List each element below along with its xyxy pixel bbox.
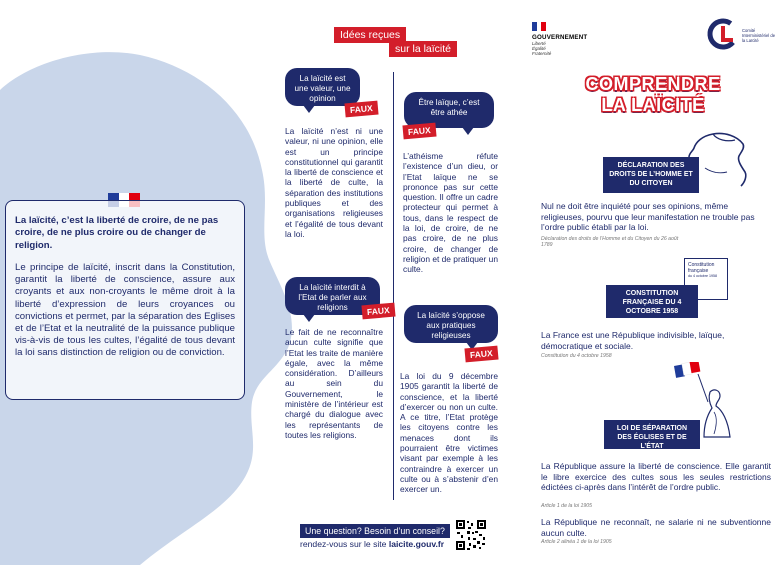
myth-bubble-text: La laïcité est une valeur, une opinion xyxy=(294,74,351,103)
gov-motto-1: Liberté xyxy=(532,41,546,46)
section-source-declaration: Déclaration des droits de l’Homme et du Citoyen du 26 août 1789 xyxy=(541,236,679,248)
faux-badge: FAUX xyxy=(464,346,498,363)
myth-answer-text: La loi du 9 décembre 1905 garantit la liberté de conscience, et la liberté d’exercer ou non un culte. A ce titre, l’Etat protège les citoyens contre les menaces dont ils pourraient être victimes visant par exemple à les contraindre à exercer un culte ou à s’abstenir d’en exercer un. xyxy=(400,371,498,495)
myth-bubble-text: Être laïque, c’est être athée xyxy=(418,98,480,117)
gov-name: GOUVERNEMENT xyxy=(532,34,588,41)
intro-title: La laïcité, c’est la liberté de croire, de ne pas croire, de ne plus croire ou de changer de religion. xyxy=(15,215,219,251)
intro-text: Le principe de laïcité, inscrit dans la Constitution, garantit la liberté de conscience, assure aux croyants et aux non-croyants le même droit à la liberté d’expression de leurs croyances ou convictions et permet, par la séparation des Eglises et de l’Etat et la neutralité de la puissance publique vis-à-vis de tous les cultes, l’égalité de tous devant la loi sans distinction de religion ou de conviction. xyxy=(15,262,235,358)
constitution-doc-title: Constitution française xyxy=(688,262,715,274)
header-tag-laicite: sur la laïcité xyxy=(389,41,457,57)
title-line1: COMPRENDRE xyxy=(585,74,721,94)
section-text-loi-1905-art2: La République ne reconnaît, ne salarie ni ne subventionne aucun culte. xyxy=(541,517,771,538)
qr-code-icon[interactable] xyxy=(455,519,487,551)
cil-logo-icon xyxy=(706,17,740,51)
section-box-constitution: CONSTITUTION FRANÇAISE DU 4 OCTOBRE 1958 xyxy=(606,285,698,318)
myth-bubble-text: La laïcité interdit à l’Etat de parler aux religions xyxy=(298,283,367,312)
faux-badge: FAUX xyxy=(361,303,395,320)
section-box-loi-1905: LOI DE SÉPARATION DES ÉGLISES ET DE L’ÉTAT xyxy=(604,420,700,449)
section-source-loi-1905-art2: Article 2 alinéa 1 de la loi 1905 xyxy=(541,539,612,545)
section-text-declaration: Nul ne doit être inquiété pour ses opinions, même religieuses, pourvu que leur manifestation ne trouble pas l’ordre public établi par la loi. xyxy=(541,201,755,233)
myth-bubble-pratiques xyxy=(404,305,498,343)
footer-link[interactable]: laicite.gouv.fr xyxy=(388,539,445,549)
constitution-doc-date: du 4 octobre 1958 xyxy=(688,274,717,278)
myth-answer-text: La laïcité n’est ni une valeur, ni une opinion, elle est un principe constitutionnel qui garantit la liberté de conscience et la liberté de culte, la séparation des institutions publiques et des organisations religieuses et l’égalité de tous devant la loi. xyxy=(285,126,383,239)
footer-question: Une question? Besoin d’un conseil? xyxy=(300,524,450,538)
section-box-declaration: DÉCLARATION DES DROITS DE L’HOMME ET DU CITOYEN xyxy=(603,157,699,193)
footer-link-prefix: rendez-vous sur le site xyxy=(300,539,389,549)
intro-box xyxy=(5,200,245,400)
header-tag-idees: Idées reçues xyxy=(334,27,406,43)
gov-motto-2: Égalité xyxy=(532,46,546,51)
section-source-constitution: Constitution du 4 octobre 1958 xyxy=(541,353,612,359)
myth-answer-text: L’athéisme réfute l’existence d’un dieu, or l’Etat laïque ne se prononce pas sur cette question. Il offre un cadre protecteur qui permet à tous, dans le respect de la loi, de croire, de ne pas croire, de ne plus croire, de changer de religion et de pratiquer un culte. xyxy=(403,151,498,275)
section-source-loi-1905-art1: Article 1 de la loi 1905 xyxy=(541,503,593,509)
marianne-flag-icon xyxy=(532,22,546,31)
gov-motto-3: Fraternité xyxy=(532,51,552,56)
myth-bubble-text: La laïcité s’oppose aux pratiques religieuses xyxy=(417,311,485,340)
faux-badge: FAUX xyxy=(344,101,378,118)
section-text-loi-1905-art1: La République assure la liberté de conscience. Elle garantit le libre exercice des cultes sous les seules restrictions édictées ci-après dans l’intérêt de l’ordre public. xyxy=(541,461,771,493)
title-line2: LA LAÏCITÉ xyxy=(601,95,705,115)
faux-badge: FAUX xyxy=(402,123,436,140)
gouvernement-logo xyxy=(532,22,587,56)
myth-bubble-athee xyxy=(404,92,494,128)
cil-logo-text: Comité Interministériel de la Laïcité xyxy=(742,28,776,43)
myth-answer-text: Le fait de ne reconnaître aucun culte signifie que l’Etat les traite de manière égale, avec la même considération. D’ailleurs au sein du Gouvernement, le ministère de l’intérieur est chargé du dialogue avec les représentants de toutes les religions. xyxy=(285,327,383,440)
footer-link-line xyxy=(300,539,444,549)
column-divider xyxy=(393,72,394,500)
myth-bubble-valeur xyxy=(285,68,360,106)
section-text-constitution: La France est une République indivisible, laïque, démocratique et sociale. xyxy=(541,330,725,351)
